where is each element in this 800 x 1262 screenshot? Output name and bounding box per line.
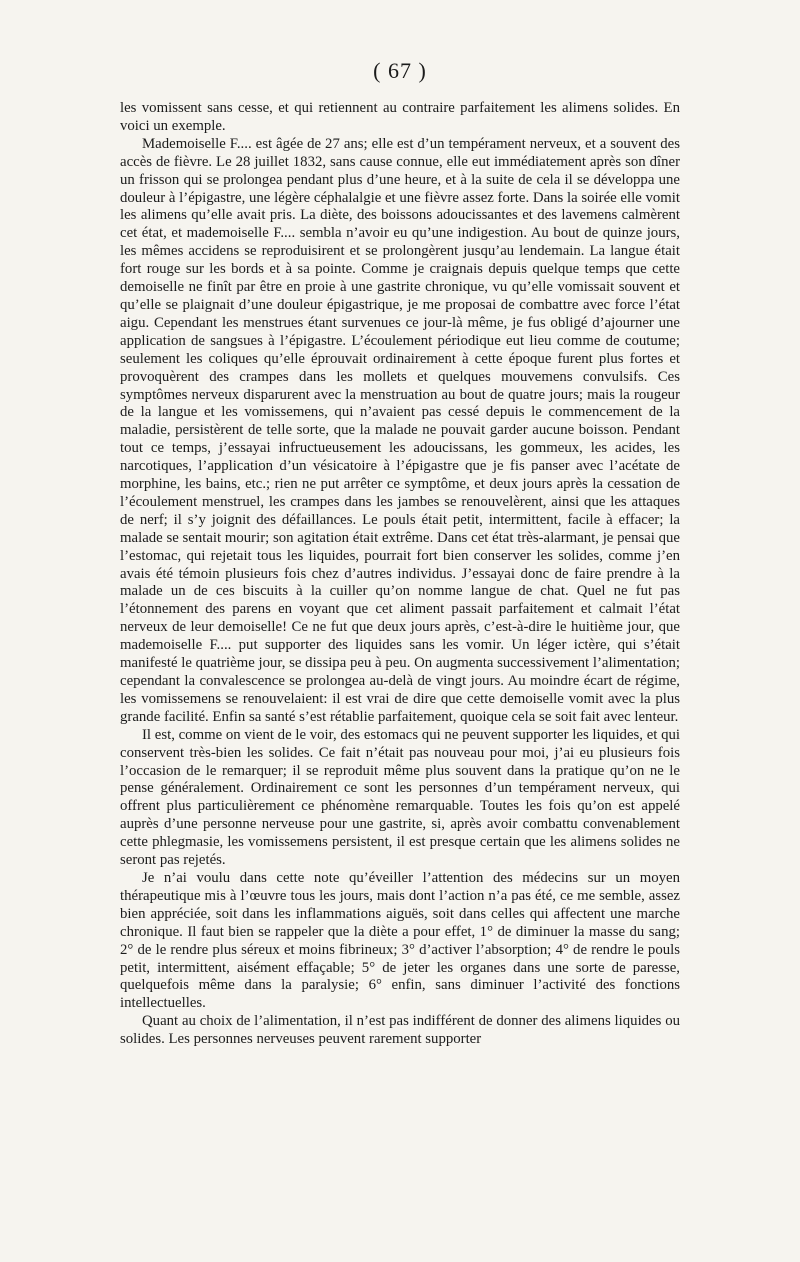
- paragraph-5: Quant au choix de l’alimentation, il n’est pas indifférent de donner des alimens liquides ou solides. Les personnes nerveuses peuvent rarement supporter: [120, 1013, 680, 1048]
- body-text: [120, 100, 680, 1049]
- paragraph-4: Je n’ai voulu dans cette note qu’éveiller l’attention des médecins sur un moyen thérapeutique mis à l’œuvre tous les jours, mais dont l’action n’a pas été, ce me semble, assez bien appréciée, soit dans les inflammations aiguës, soit dans celles qui affectent une marche chronique. Il faut bien se rappeler que la diète a pour effet, 1° de diminuer la masse du sang; 2° de le rendre plus séreux et moins fibrineux; 3° d’activer l’absorption; 4° de rendre le pouls petit, intermittent, aisément effaçable; 5° de jeter les organes dans une sorte de paresse, quelquefois même dans la paralysie; 6° enfin, sans diminuer l’activité des fonctions intellectuelles.: [120, 869, 680, 1012]
- page-number: ( 67 ): [373, 58, 427, 83]
- paragraph-2: Mademoiselle F.... est âgée de 27 ans; elle est d’un tempérament nerveux, et a souvent des accès de fièvre. Le 28 juillet 1832, sans cause connue, elle eut immédiatement après son dîner un frisson qui se prolongea pendant plus d’une heure, et à la suite de cela il se développa une douleur à l’épigastre, une légère céphalalgie et une fièvre assez forte. Dans la soirée elle vomit les alimens qu’elle avait pris. La diète, des boissons adoucissantes et des lavemens calmèrent cet état, et mademoiselle F.... sembla n’avoir eu qu’une indigestion. Au bout de quinze jours, les mêmes accidens se reproduisirent et se prolongèrent jusqu’au lendemain. La langue était fort rouge sur les bords et à sa pointe. Comme je craignais depuis quelque temps que cette demoiselle ne finît par être en proie à une gastrite chronique, vu qu’elle vomissait souvent et qu’elle se plaignait d’une douleur épigastrique, je me proposai de combattre avec force l’état aigu. Cependant les menstrues étant survenues ce jour-là même, je fus obligé d’ajourner une application de sangsues à l’épigastre. L’écoulement périodique eut lieu comme de coutume; seulement les coliques qu’elle éprouvait ordinairement à cette époque furent plus fortes et provoquèrent des crampes dans les mollets et quelques mouvemens convulsifs. Ces symptômes nerveux disparurent avec la menstruation au bout de quatre jours; mais la rougeur de la langue et les vomissemens, qui n’avaient pas cessé depuis le commencement de la maladie, persistèrent de telle sorte, que la malade ne pouvait garder aucune boisson. Pendant tout ce temps, j’essayai infructueusement les adoucissans, les gommeux, les acides, les narcotiques, l’application d’un vésicatoire à l’épigastre que je fis panser avec l’acétate de morphine, les bains, etc.; rien ne put arrêter ce symptôme, et deux jours après la cessation de l’écoulement menstruel, les crampes dans les jambes se renouvelèrent, ainsi que les attaques de nerf; il s’y joignit des défaillances. Le pouls était petit, intermittent, facile à effacer; la malade se sentait mourir; son agitation était extrême. Dans cet état très-alarmant, je pensai que l’estomac, qui rejetait tous les liquides, pourrait fort bien conserver les solides, comme j’en avais été témoin plusieurs fois chez d’autres individus. J’essayai donc de faire prendre à la malade un de ces biscuits à la cuiller qu’on nomme langue de chat. Quel ne fut pas l’étonnement des parens en voyant que cet aliment passait parfaitement et calmait l’état nerveux de leur demoiselle! Ce ne fut que deux jours après, c’est-à-dire le huitième jour, que mademoiselle F.... put supporter des liquides sans les vomir. Un léger ictère, qui s’était manifesté le quatrième jour, se dissipa peu à peu. On augmenta successivement l’alimentation; cependant la convalescence se prolongea au-delà de vingt jours. Au moindre écart de régime, les vomissemens se renouvelaient: il est vrai de dire que cette demoiselle vomit avec la plus grande facilité. Enfin sa santé s’est rétablie parfaitement, quoique cela se soit fait avec lenteur.: [120, 135, 680, 725]
- paragraph-3: Il est, comme on vient de le voir, des estomacs qui ne peuvent supporter les liquides, et qui conservent très-bien les solides. Ce fait n’était pas nouveau pour moi, j’ai eu plusieurs fois l’occasion de le remarquer; il se reproduit même plus souvent dans la pratique qu’on ne le pense généralement. Ordinairement ce sont les personnes d’un tempérament nerveux, qui offrent plus particulièrement ce phénomène remarquable. Toutes les fois qu’on est appelé auprès d’une personne nerveuse pour une gastrite, si, après avoir combattu convenablement cette phlegmasie, les vomissemens persistent, il est presque certain que les alimens solides ne seront pas rejetés.: [120, 726, 680, 869]
- paragraph-1: les vomissent sans cesse, et qui retiennent au contraire parfaitement les alimens solides. En voici un exemple.: [120, 100, 680, 134]
